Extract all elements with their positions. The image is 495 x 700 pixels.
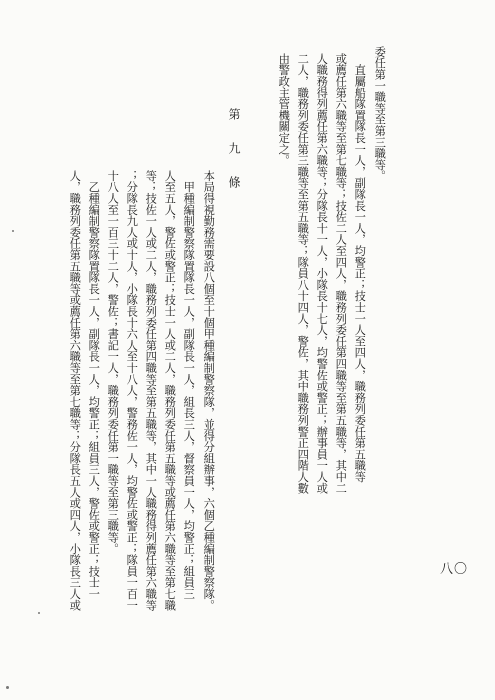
scan-speck bbox=[38, 612, 40, 614]
text-column: 甲種編制警察隊置隊長一人，副隊長一人，組長三人，督察員一人，均警正；組員三 bbox=[182, 170, 196, 600]
text-column: 人職務得列薦任第六職等；分隊長十一人，小隊長十七人，均警佐或警正；辦事員一人或 bbox=[315, 53, 329, 494]
scan-speck bbox=[12, 230, 14, 232]
text-column: 直屬船隊置隊長一人，副隊長一人，均警正；技士一人至四人，職務列委任第五職等 bbox=[353, 53, 367, 483]
text-column: 乙種編制警察隊置隊長一人，副隊長一人，均警正；組員三人，警佐或警正；技士一 bbox=[87, 170, 101, 600]
text-column: 人至五人，警佐或警正；技士一人或二人，職務列委任第五職等或薦任第六職等至第七職 bbox=[163, 170, 177, 611]
text-column: 十八人至一百三十二人，警佐；書記一人，職務列委任第一職等至第三職等。 bbox=[106, 170, 120, 555]
page-number: 八〇 bbox=[440, 562, 469, 577]
text-column: 人，職務列委任第五職等或薦任第六職等至第七職等；分隊長五人或四人，小隊長三人或 bbox=[68, 170, 82, 611]
text-column: 委任第一職等至第三職等。 bbox=[373, 46, 387, 182]
text-column: 由警政主管機關定之。 bbox=[277, 53, 291, 166]
text-column: 本局得視勤務需要設八個至十個甲種編制警察隊，並得分組辦事，六個乙種編制警察隊。 bbox=[202, 170, 216, 611]
text-column: 二人，職務列委任第三職等至第五職等；隊員八十四人，警佐，其中職務列警正四階人數 bbox=[296, 53, 310, 494]
text-column: 等；技佐一人或二人，職務列委任第四職等至第五職等，其中一人職務得列薦任第六職等 bbox=[144, 170, 158, 611]
text-column: ；分隊長九人或十人，小隊長十六人至十八人，警務佐一人，均警佐或警正；隊員一百一 bbox=[125, 170, 139, 611]
article-label: 第九條 bbox=[227, 108, 241, 210]
scan-speck bbox=[6, 686, 9, 689]
text-column: 或薦任第六職等至第七職等；技佐二人至四人，職務列委任第四職等至第五職等，其中二 bbox=[334, 53, 348, 494]
